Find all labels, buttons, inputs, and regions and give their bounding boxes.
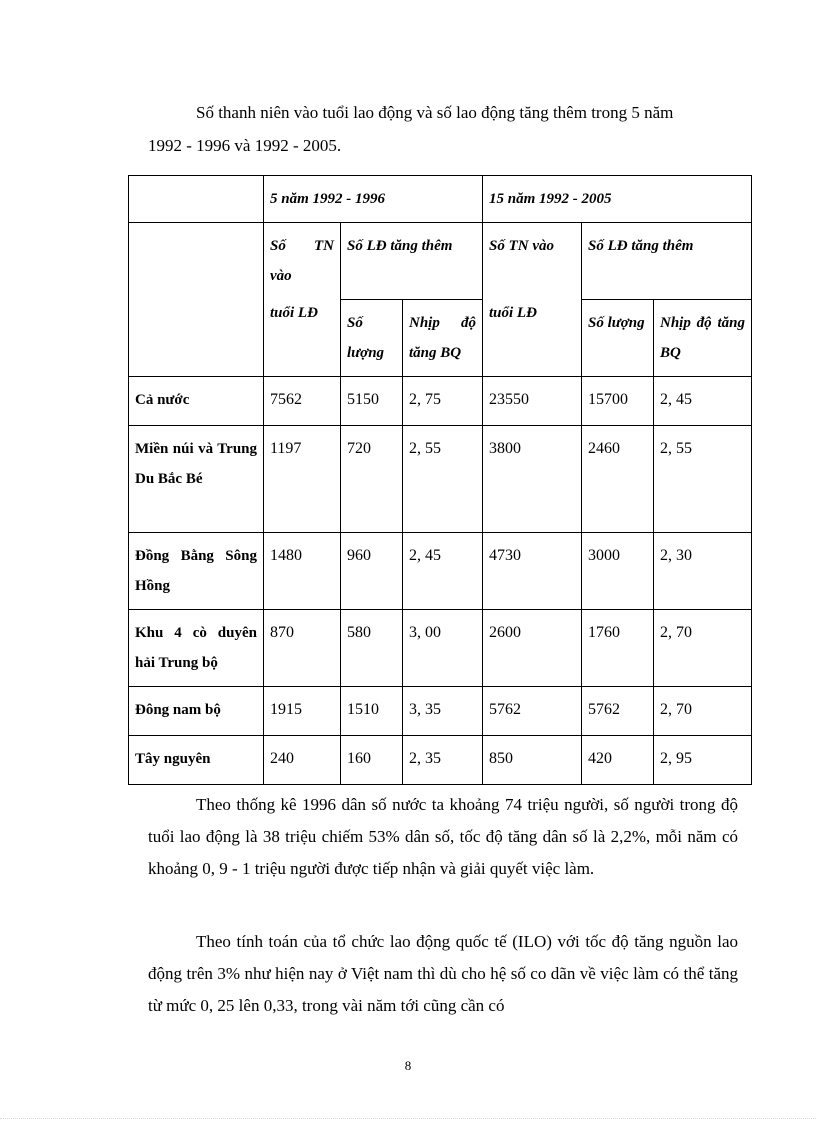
sl1-cell: 720 xyxy=(341,426,403,533)
header-tn-1-bottom: tuổi LĐ xyxy=(270,305,318,321)
nd2-cell: 2, 70 xyxy=(654,610,752,687)
nd1-cell: 3, 00 xyxy=(403,610,483,687)
sl2-cell: 3000 xyxy=(582,533,654,610)
sl2-cell: 1760 xyxy=(582,610,654,687)
sl1-cell: 1510 xyxy=(341,687,403,736)
table-row xyxy=(129,533,752,610)
region-cell: Miền núi và Trung Du Bắc Bé xyxy=(129,426,264,533)
intro-line-2: 1992 - 1996 và 1992 - 2005. xyxy=(148,136,342,155)
tn2-cell: 23550 xyxy=(483,377,582,426)
tn1-cell: 1915 xyxy=(264,687,341,736)
tn2-cell: 2600 xyxy=(483,610,582,687)
header-corner-cell xyxy=(129,176,264,223)
region-cell: Khu 4 cò duyên hải Trung bộ xyxy=(129,610,264,687)
sl2-cell: 5762 xyxy=(582,687,654,736)
region-cell: Cả nước xyxy=(129,377,264,426)
region-cell: Đông nam bộ xyxy=(129,687,264,736)
table-row xyxy=(129,610,752,687)
region-cell: Đồng Bằng Sông Hồng xyxy=(129,533,264,610)
tn1-cell: 7562 xyxy=(264,377,341,426)
nd1-cell: 2, 55 xyxy=(403,426,483,533)
nd1-cell: 2, 35 xyxy=(403,736,483,785)
region-cell: Tây nguyên xyxy=(129,736,264,785)
labor-statistics-table xyxy=(128,175,752,785)
table-row xyxy=(129,426,752,533)
tn2-cell: 4730 xyxy=(483,533,582,610)
paragraph-2-text: Theo tính toán của tổ chức lao động quốc tế (ILO) với tốc độ tăng nguồn lao động trên 3% như hiện nay ở Việt nam thì dù cho hệ số co dãn về việc làm có thể tăng từ mức 0, 25 lên 0,33, trong vài năm tới cũng cần có xyxy=(148,932,738,1015)
header-soluong-1: Số lượng xyxy=(341,300,403,377)
paragraph-ilo-estimate xyxy=(148,926,738,1022)
nd2-cell: 2, 95 xyxy=(654,736,752,785)
header-ld-1: Số LĐ tăng thêm xyxy=(341,223,483,300)
tn1-cell: 870 xyxy=(264,610,341,687)
sl2-cell: 420 xyxy=(582,736,654,785)
header-tn-1 xyxy=(264,223,341,377)
header-ld-2: Số LĐ tăng thêm xyxy=(582,223,752,300)
tn1-cell: 1197 xyxy=(264,426,341,533)
nd2-cell: 2, 55 xyxy=(654,426,752,533)
group-header-1992-2005: 15 năm 1992 - 2005 xyxy=(483,176,752,223)
tn1-cell: 1480 xyxy=(264,533,341,610)
sl1-cell: 160 xyxy=(341,736,403,785)
header-soluong-2: Số lượng xyxy=(582,300,654,377)
tn2-cell: 850 xyxy=(483,736,582,785)
table-row xyxy=(129,377,752,426)
nd1-cell: 3, 35 xyxy=(403,687,483,736)
nd1-cell: 2, 75 xyxy=(403,377,483,426)
header-tn-1-top: Số TN vào xyxy=(270,238,334,284)
intro-line-1: Số thanh niên vào tuổi lao động và số lao động tăng thêm trong 5 năm xyxy=(196,103,674,122)
nd2-cell: 2, 70 xyxy=(654,687,752,736)
header-tn-2-top: Số TN vào xyxy=(489,238,554,254)
header-corner-cell-2 xyxy=(129,223,264,377)
footer-divider xyxy=(0,1118,816,1119)
paragraph-population-stats xyxy=(148,789,738,885)
sl1-cell: 5150 xyxy=(341,377,403,426)
nd2-cell: 2, 30 xyxy=(654,533,752,610)
header-tn-2 xyxy=(483,223,582,377)
sl2-cell: 15700 xyxy=(582,377,654,426)
table-row xyxy=(129,687,752,736)
tn1-cell: 240 xyxy=(264,736,341,785)
nd1-cell: 2, 45 xyxy=(403,533,483,610)
header-nhipdo-2: Nhịp độ tăng BQ xyxy=(654,300,752,377)
page-number: 8 xyxy=(404,1058,412,1073)
sl1-cell: 960 xyxy=(341,533,403,610)
header-tn-2-bottom: tuổi LĐ xyxy=(489,305,537,321)
tn2-cell: 5762 xyxy=(483,687,582,736)
table-row xyxy=(129,736,752,785)
sl1-cell: 580 xyxy=(341,610,403,687)
tn2-cell: 3800 xyxy=(483,426,582,533)
header-nhipdo-1: Nhịp độ tăng BQ xyxy=(403,300,483,377)
sl2-cell: 2460 xyxy=(582,426,654,533)
paragraph-1-text: Theo thống kê 1996 dân số nước ta khoảng 74 triệu người, số người trong độ tuổi lao động là 38 triệu chiếm 53% dân số, tốc độ tăng dân số là 2,2%, mỗi năm có khoảng 0, 9 - 1 triệu người được tiếp nhận và giải quyết việc làm. xyxy=(148,795,738,878)
group-header-1992-1996: 5 năm 1992 - 1996 xyxy=(264,176,483,223)
nd2-cell: 2, 45 xyxy=(654,377,752,426)
